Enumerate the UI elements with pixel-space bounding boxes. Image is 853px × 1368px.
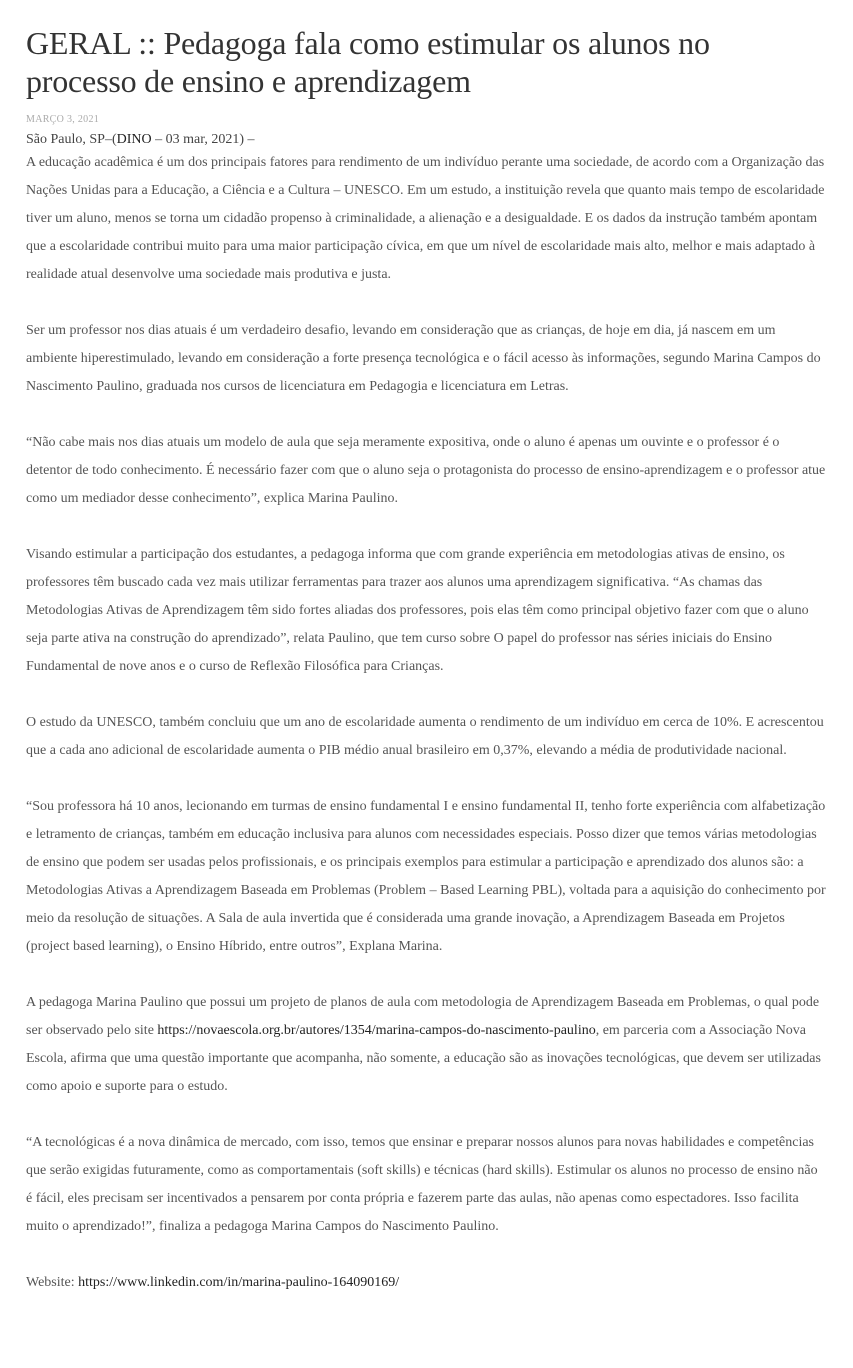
paragraph-5: O estudo da UNESCO, também concluiu que um ano de escolaridade aumenta o rendimento de um indivíduo em cerca de 10%. E acrescentou que a cada ano adicional de escolaridade aumenta o PIB médio anual brasileiro em 0,37%, elevando a média de produtividade nacional. [26, 715, 824, 758]
dateline [26, 130, 826, 150]
paragraph-1: A educação acadêmica é um dos principais fatores para rendimento de um indivíduo perante uma sociedade, de acordo com a Organização das Nações Unidas para a Educação, a Ciência e a Cultura – UNESCO. Em um estudo, a instituição revela que quanto mais tempo de escolaridade tiver um aluno, menos se torna um cidadão propenso à criminalidade, a alienação e a desigualdade. E os dados da instrução também apontam que a escolaridade contribui muito para uma maior participação cívica, em que um nível de escolaridade mais alto, melhor e mais adaptado à realidade atual desenvolve uma sociedade mais produtiva e justa. [26, 155, 825, 282]
website-line [26, 1269, 826, 1297]
article-body [26, 149, 826, 1297]
paragraph-4: Visando estimular a participação dos estudantes, a pedagoga informa que com grande experiência em metodologias ativas de ensino, os professores têm buscado cada vez mais utilizar ferramentas para trazer aos alunos uma aprendizagem significativa. “As chamas das Metodologias Ativas de Aprendizagem têm sido fortes aliadas dos professores, pois elas têm como principal objetivo fazer com que o aluno seja parte ativa na construção do aprendizado”, relata Paulino, que tem curso sobre O papel do professor nas séries iniciais do Ensino Fundamental de nove anos e o curso de Reflexão Filosófica para Crianças. [26, 547, 809, 674]
paragraph-2: Ser um professor nos dias atuais é um verdadeiro desafio, levando em consideração que as crianças, de hoje em dia, já nascem em um ambiente hiperestimulado, levando em consideração a forte presença tecnológica e o fácil acesso às informações, segundo Marina Campos do Nascimento Paulino, graduada nos cursos de licenciatura em Pedagogia e licenciatura em Letras. [26, 323, 821, 394]
website-label: Website: [26, 1275, 79, 1290]
paragraph-7-after: , em parceria com a Associação Nova Escola, afirma que uma questão importante que acompanha, não somente, a educação são as inovações tecnológicas, que devem ser utilizadas como apoio e suporte para o estudo. [26, 1023, 821, 1094]
dateline-suffix: – 03 mar, 2021) – [151, 132, 255, 147]
dateline-brand: DINO [116, 132, 152, 147]
article-title: GERAL :: Pedagoga fala como estimular os alunos no processo de ensino e aprendizagem [26, 25, 710, 99]
novaescola-link[interactable]: https://novaescola.org.br/autores/1354/marina-campos-do-nascimento-paulino [157, 1023, 596, 1038]
paragraph-7 [26, 989, 826, 1101]
paragraph-6: “Sou professora há 10 anos, lecionando em turmas de ensino fundamental I e ensino fundamental II, tenho forte experiência com alfabetização e letramento de crianças, também em educação inclusiva para alunos com necessidades especiais. Posso dizer que temos várias metodologias de ensino que podem ser usadas pelos profissionais, e os principais exemplos para estimular a participação e aprendizado dos alunos são: a Metodologias Ativas a Aprendizagem Baseada em Problemas (Problem – Based Learning PBL), voltada para a aquisição do conhecimento por meio da resolução de situações. A Sala de aula invertida que é considerada uma grande inovação, a Aprendizagem Baseada em Projetos (project based learning), o Ensino Híbrido, entre outros”, Explana Marina. [26, 799, 826, 954]
dateline-prefix: São Paulo, SP–( [26, 132, 117, 147]
linkedin-link[interactable]: https://www.linkedin.com/in/marina-paulino-164090169/ [78, 1275, 400, 1290]
paragraph-8: “A tecnológicas é a nova dinâmica de mercado, com isso, temos que ensinar e preparar nossos alunos para novas habilidades e competências que serão exigidas futuramente, como as comportamentais (soft skills) e técnicas (hard skills). Estimular os alunos no processo de ensino não é fácil, eles precisam ser incentivados a pensarem por conta própria e fazerem parte das aulas, não apenas como espectadores. Isso facilita muito o aprendizado!”, finaliza a pedagoga Marina Campos do Nascimento Paulino. [26, 1135, 818, 1234]
article [26, 0, 826, 1297]
publish-date: MARÇO 3, 2021 [26, 114, 100, 125]
paragraph-7-before: A pedagoga Marina Paulino que possui um projeto de planos de aula com metodologia de Aprendizagem Baseada em Problemas, o qual pode ser observado pelo site [26, 995, 820, 1038]
paragraph-3: “Não cabe mais nos dias atuais um modelo de aula que seja meramente expositiva, onde o aluno é apenas um ouvinte e o professor é o detentor de todo conhecimento. É necessário fazer com que o aluno seja o protagonista do processo de ensino-aprendizagem e o professor atue como um mediador desse conhecimento”, explica Marina Paulino. [26, 435, 826, 506]
